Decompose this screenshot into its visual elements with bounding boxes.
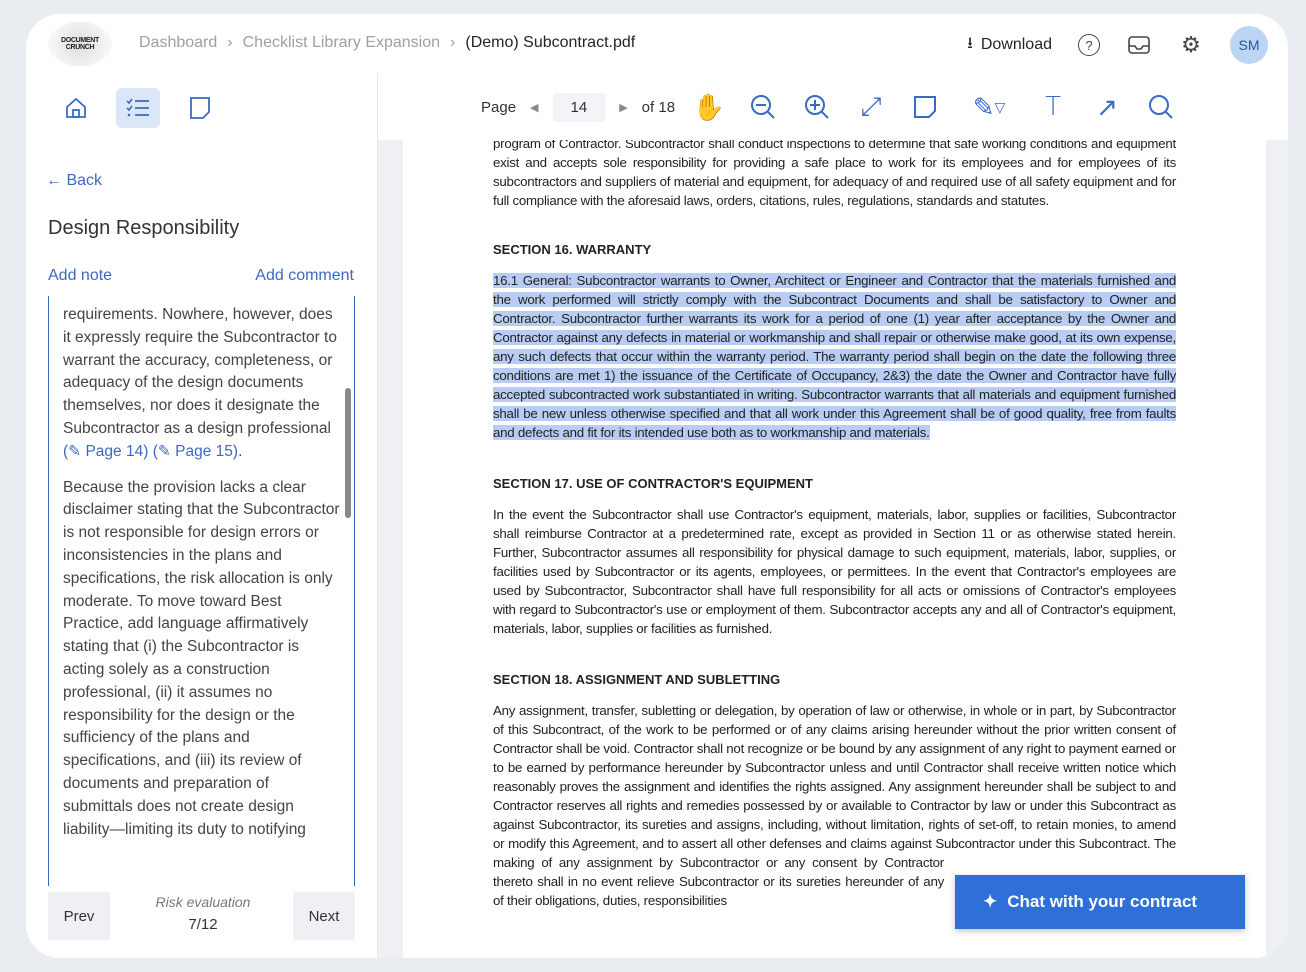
pdf-viewer <box>378 140 1288 958</box>
search-icon[interactable] <box>1141 89 1181 125</box>
page-link-15[interactable]: (✎ Page 15) <box>152 442 239 460</box>
pdf-toolbar <box>378 74 1288 140</box>
back-label: Back <box>66 172 103 189</box>
app-window <box>26 14 1288 958</box>
analysis-paragraph: requirements. Nowhere, however, does it expressly require the Subcontractor to warrant the accuracy, completeness, or adequacy of the design documents themselves, nor does it designate the Subcontractor as a design professional <box>63 306 337 437</box>
back-link[interactable]: ← Back <box>46 172 103 189</box>
page-label: Page <box>481 98 517 116</box>
checklist-icon[interactable] <box>116 88 160 128</box>
page-total: of 18 <box>641 98 676 116</box>
highlighted-paragraph <box>493 271 1176 442</box>
pdf-page <box>403 140 1266 958</box>
navigation-footer <box>48 892 355 942</box>
risk-label: Risk evaluation <box>155 894 251 910</box>
section-heading: SECTION 17. USE OF CONTRACTOR'S EQUIPMENT <box>493 476 813 491</box>
chevron-right-icon: › <box>450 34 456 51</box>
paragraph-text: Any assignment, transfer, subletting or delegation, by operation of law or otherwise, in whole or in part, by Subcontractor of this Subcontract, of the work to be performed or of any claims arising hereunder without the prior written consent of Contractor shall be void. Contractor shall not recognize or be bound by any assignment of any right to payment earned or to be earned by performance hereunder by Subcontractor unless and until Contractor shall receive written notice which reasonably proves the assignment and identifies the rights assigned. Any assignment hereunder shall be subject to and Contractor reserves all rights and remedies possessed by or available to Contractor by law or under this Subcontract as against Subcontractor, its sureties and assigns, including, without limitation, rights of set-off, to retain monies, to amend or modify this Agreement, and to assert all other defenses and claims against Subcontractor under this Subcontract. The making of any assignment by Subcontractor or any consent by Contractor thereto shall in no event relieve Subcontractor or its sureties hereunder of any of their obligations, duties, responsibilities <box>493 703 1176 908</box>
sparkle-icon: ✦ <box>983 892 998 911</box>
breadcrumb-dashboard[interactable]: Dashboard <box>139 34 218 51</box>
prev-button[interactable]: Prev <box>48 892 110 940</box>
inbox-icon[interactable] <box>1126 32 1152 58</box>
prev-page-icon[interactable]: ◀ <box>530 101 539 114</box>
fullscreen-icon[interactable]: ⤢ <box>860 91 882 121</box>
logo[interactable]: DOCUMENT CRUNCH <box>48 22 112 66</box>
breadcrumb-current: (Demo) Subcontract.pdf <box>465 34 636 51</box>
arrow-icon[interactable]: ↗ <box>1096 91 1118 122</box>
checklist-item-title: Design Responsibility <box>48 217 240 239</box>
chat-label: Chat with your contract <box>1007 892 1198 911</box>
help-icon[interactable]: ? <box>1078 34 1100 56</box>
risk-counter: 7/12 <box>188 916 218 933</box>
avatar[interactable]: SM <box>1230 26 1268 64</box>
add-note-link[interactable]: Add note <box>48 267 113 284</box>
download-icon: ⭳ <box>967 34 973 52</box>
note-icon[interactable] <box>178 88 222 128</box>
gear-icon[interactable]: ⚙ <box>1181 32 1201 57</box>
next-page-icon[interactable]: ▶ <box>619 101 628 114</box>
breadcrumb <box>139 34 635 52</box>
page-input[interactable]: 14 <box>553 93 606 122</box>
pen-icon[interactable]: ✎ ▽ <box>972 91 1006 122</box>
analysis-paragraph: Because the provision lacks a clear disclaimer stating that the Subcontractor is not responsible for design errors or inconsistencies in the plans and specifications, the risk allocation is only moderate. To move toward Best Practice, add language affirmatively stating that (i) the Subcontractor is acting solely as a construction professional, (ii) it assumes no responsibility for the design or the sufficiency of the plans and specifications, and (iii) its review of documents and preparation of submittals does not create design liability—limiting its duty to notifying <box>63 478 340 838</box>
hand-icon[interactable]: ✋ <box>692 91 726 122</box>
analysis-text <box>48 296 355 886</box>
section-heading: SECTION 16. WARRANTY <box>493 242 652 257</box>
section-heading: SECTION 18. ASSIGNMENT AND SUBLETTING <box>493 672 781 687</box>
period: . <box>238 442 243 460</box>
zoom-out-icon[interactable] <box>743 89 783 125</box>
top-bar <box>26 14 1288 74</box>
highlight[interactable]: 16.1 General: Subcontractor warrants to Owner, Architect or Engineer and Contractor that the materials furnished and the work performed will strictly comply with the Subcontract Documents and shall be satisfactory to Owner and Contractor. Subcontractor further warrants its work for a period of one (1) year after acceptance by the Owner and Contractor against any defects in material or workmanship and shall repair or otherwise make good, at its own expense, any such defects that occur within the warranty period. The warranty period shall begin on the date the following three conditions are met 1) the issuance of the Certificate of Occupancy, 2&3) the date the Owner and Contractor have fully accepted subcontracted work substantiated in writing. Subcontractor warrants that all materials and equipment furnished shall be new unless otherwise specified and that all work under this Agreement shall be of good quality, free from faults and defects and fit for its intended use both as to workmanship and materials. <box>493 273 1176 440</box>
add-comment-link[interactable]: Add comment <box>255 267 354 284</box>
zoom-in-icon[interactable] <box>797 89 837 125</box>
paragraph: program of Contractor. Subcontractor shall conduct inspections to determine that safe working conditions and equipment exist and accepts sole responsibility for providing a safe place to work for its employees and for employees of its subcontractors and suppliers of material and equipment, for adequacy of and required use of all safety equipment and for full compliance with the aforesaid laws, orders, citations, rules, regulations, standards and statutes. <box>493 140 1176 208</box>
home-icon[interactable] <box>54 88 98 128</box>
checklist-sidebar <box>26 74 378 958</box>
chat-with-contract-button[interactable] <box>955 875 1245 929</box>
sticky-note-icon[interactable] <box>905 89 945 125</box>
paragraph: In the event the Subcontractor shall use Contractor's equipment, materials, labor, supplies or facilities, Subcontractor shall reimburse Contractor at a predetermined rate, except as provided in Section 11 or as otherwise stated herein. Further, Subcontractor assumes all responsibility for physical damage to such equipment, materials, labor, supplies, or facilities used by Subcontractor or its agents, employees, or permittees. In the event that Contractor's employees are used by Subcontractor, Subcontractor shall have full responsibility for all acts or omissions of Contractor's employees with regard to Subcontractor's use or employment of them. Subcontractor accepts any and all of Contractor's equipment, materials, labor, supplies or facilities as furnished. <box>493 507 1176 636</box>
text-icon[interactable]: T <box>1045 92 1061 122</box>
scrollbar[interactable] <box>345 388 351 518</box>
page-link-14[interactable]: (✎ Page 14) <box>63 442 149 460</box>
chevron-right-icon: › <box>227 34 233 51</box>
download-button[interactable] <box>967 32 1052 59</box>
next-button[interactable]: Next <box>293 892 355 940</box>
breadcrumb-project[interactable]: Checklist Library Expansion <box>242 34 441 51</box>
download-label: Download <box>980 36 1052 53</box>
